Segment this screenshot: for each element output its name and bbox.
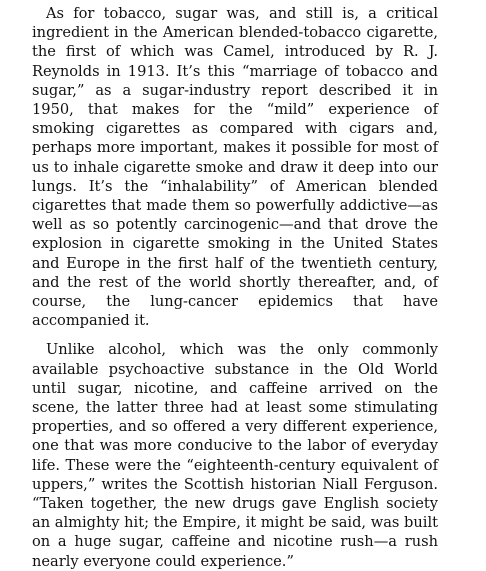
paragraph-stimulants: Unlike alcohol, which was the only commonly available psychoactive substance in the Old World until sugar, nicotine, and caffeine arrived on the scene, the latter three had at least some stimulating properties, and so offered a very different experience, one that was more conducive to the labor of everyday life. These were the “eighteenth-century equivalent of uppers,” writes the Scottish historian Niall Ferguson. “Taken together, the new drugs gave English society an almighty hit; the Empire, it might be said, was built on a huge sugar, caffeine and nicotine rush—a rush nearly everyone could experience.”	[32, 341, 438, 570]
paragraph-tobacco-sugar: As for tobacco, sugar was, and still is, a critical ingredient in the American blended-tobacco cigarette, the first of which was Camel, introduced by R. J. Reynolds in 1913. It’s this “marriage of tobacco and sugar,” as a sugar-industry report described it in 1950, that makes for the “mild” experience of smoking cigarettes as compared with cigars and, perhaps more important, makes it possible for most of us to inhale cigarette smoke and draw it deep into our lungs. It’s the “inhalability” of American blended cigarettes that made them so powerfully addictive—as well as so potently carcinogenic—and that drove the explosion in cigarette smoking in the United States and Europe in the first half of the twentieth century, and the rest of the world shortly thereafter, and, of course, the lung-cancer epidemics that have accompanied it.	[32, 5, 438, 330]
